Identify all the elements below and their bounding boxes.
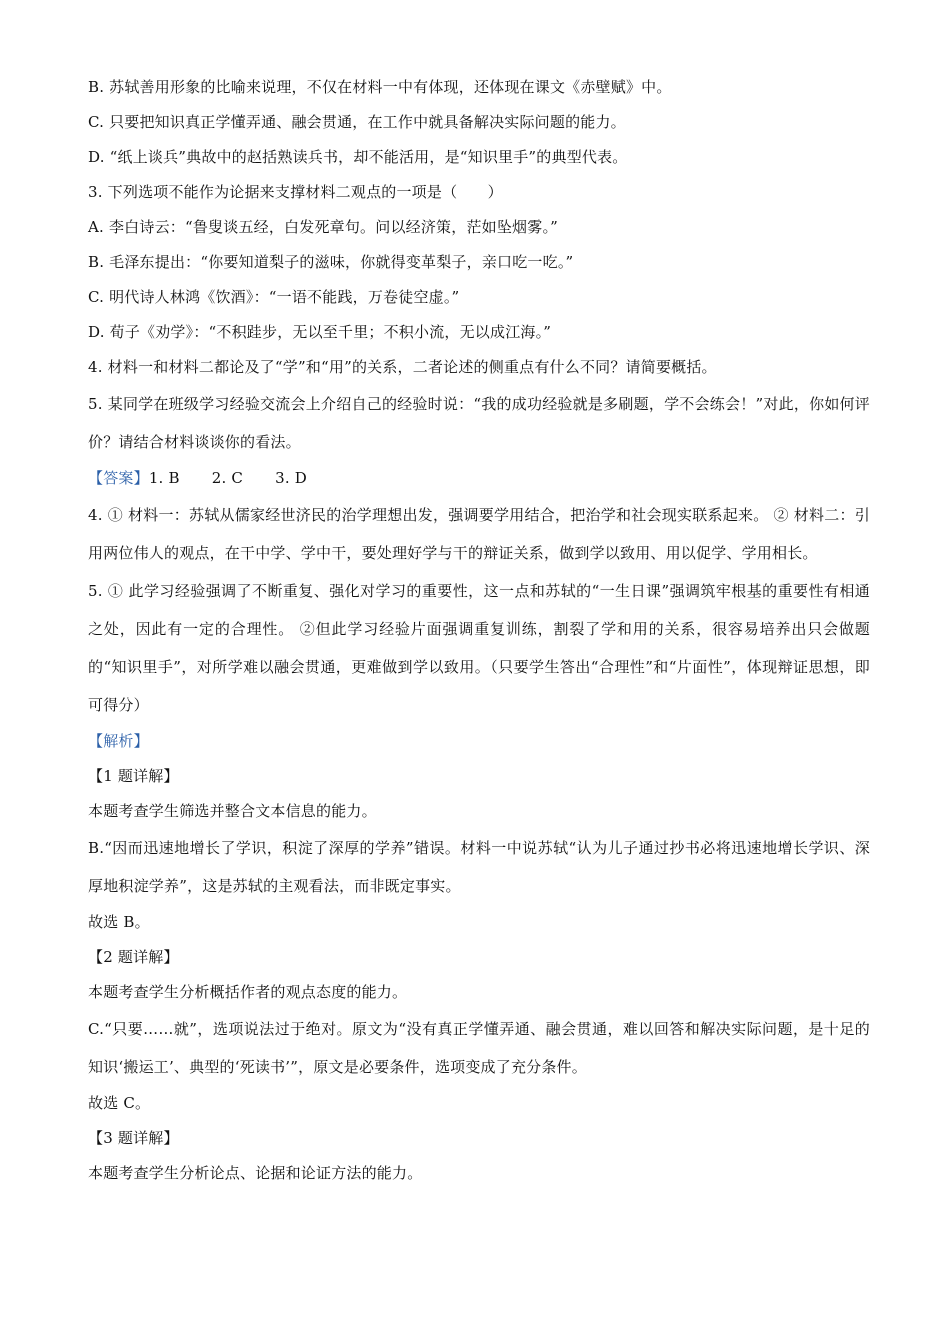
q2-option-c: C. 只要把知识真正学懂弄通、融会贯通，在工作中就具备解决实际问题的能力。 <box>88 113 626 131</box>
detail-3-intro: 本题考查学生分析论点、论据和论证方法的能力。 <box>88 1164 423 1182</box>
document-page <box>88 70 870 1191</box>
q3-option-b: B. 毛泽东提出：“你要知道梨子的滋味，你就得变革梨子，亲口吃一吃。” <box>88 253 574 271</box>
q3-option-a: A. 李白诗云：“鲁叟谈五经，白发死章句。问以经济策，茫如坠烟雾。” <box>88 218 559 236</box>
detail-1-body: B.“因而迅速地增长了学识，积淀了深厚的学养”错误。材料一中说苏轼“认为儿子通过抄书必将迅速地增长学识、深厚地积淀学养”，这是苏轼的主观看法，而非既定事实。 <box>88 839 870 895</box>
detail-2-body: C.“只要……就”，选项说法过于绝对。原文为“没有真正学懂弄通、融会贯通，难以回答和解决实际问题，是十足的知识‘搬运工’、典型的‘死读书’”，原文是必要条件，选项变成了充分条件。 <box>88 1020 870 1076</box>
detail-2-intro: 本题考查学生分析概括作者的观点态度的能力。 <box>88 983 408 1001</box>
answer-label: 【答案】 <box>88 469 149 487</box>
q3-stem: 3. 下列选项不能作为论据来支撑材料二观点的一项是（ ） <box>88 183 503 201</box>
detail-1-conclusion: 故选 B。 <box>88 913 150 931</box>
q2-option-b: B. 苏轼善用形象的比喻来说理，不仅在材料一中有体现，还体现在课文《赤壁赋》中。 <box>88 78 672 96</box>
q4-stem: 4. 材料一和材料二都论及了“学”和“用”的关系，二者论述的侧重点有什么不同？请简要概括。 <box>88 358 717 376</box>
answer-2: 2. C <box>211 469 244 487</box>
detail-3-title: 【3 题详解】 <box>88 1129 179 1147</box>
answer-5: 5. ① 此学习经验强调了不断重复、强化对学习的重要性，这一点和苏轼的“一生日课”强调筑牢根基的重要性有相通之处，因此有一定的合理性。 ②但此学习经验片面强调重复训练，割裂了学和用的关系，很容易培养出只会做题的“知识里手”，对所学难以融会贯通，更难做到学以致用。（只要学生答出“合理性”和“片面性”，体现辩证思想，即可得分） <box>88 582 870 714</box>
q5-stem: 5. 某同学在班级学习经验交流会上介绍自己的经验时说：“我的成功经验就是多刷题，学不会练会！”对此，你如何评价？请结合材料谈谈你的看法。 <box>88 395 870 451</box>
answer-1: 1. B <box>148 469 180 487</box>
detail-1-intro: 本题考查学生筛选并整合文本信息的能力。 <box>88 802 377 820</box>
answer-4: 4. ① 材料一：苏轼从儒家经世济民的治学理想出发，强调要学用结合，把治学和社会现实联系起来。 ② 材料二：引用两位伟人的观点，在干中学、学中干，要处理好学与干的辩证关系，做到学以致用、用以促学、学用相长。 <box>88 506 870 562</box>
analysis-label: 【解析】 <box>88 732 149 750</box>
q2-option-d: D. “纸上谈兵”典故中的赵括熟读兵书，却不能活用，是“知识里手”的典型代表。 <box>88 148 628 166</box>
detail-1-title: 【1 题详解】 <box>88 767 179 785</box>
answer-row <box>88 461 870 496</box>
q3-option-c: C. 明代诗人林鸿《饮酒》：“一语不能践，万卷徒空虚。” <box>88 288 460 306</box>
detail-2-title: 【2 题详解】 <box>88 948 179 966</box>
q3-option-d: D. 荀子《劝学》：“不积跬步，无以至千里；不积小流，无以成江海。” <box>88 323 552 341</box>
answer-3: 3. D <box>275 469 307 487</box>
detail-2-conclusion: 故选 C。 <box>88 1094 151 1112</box>
